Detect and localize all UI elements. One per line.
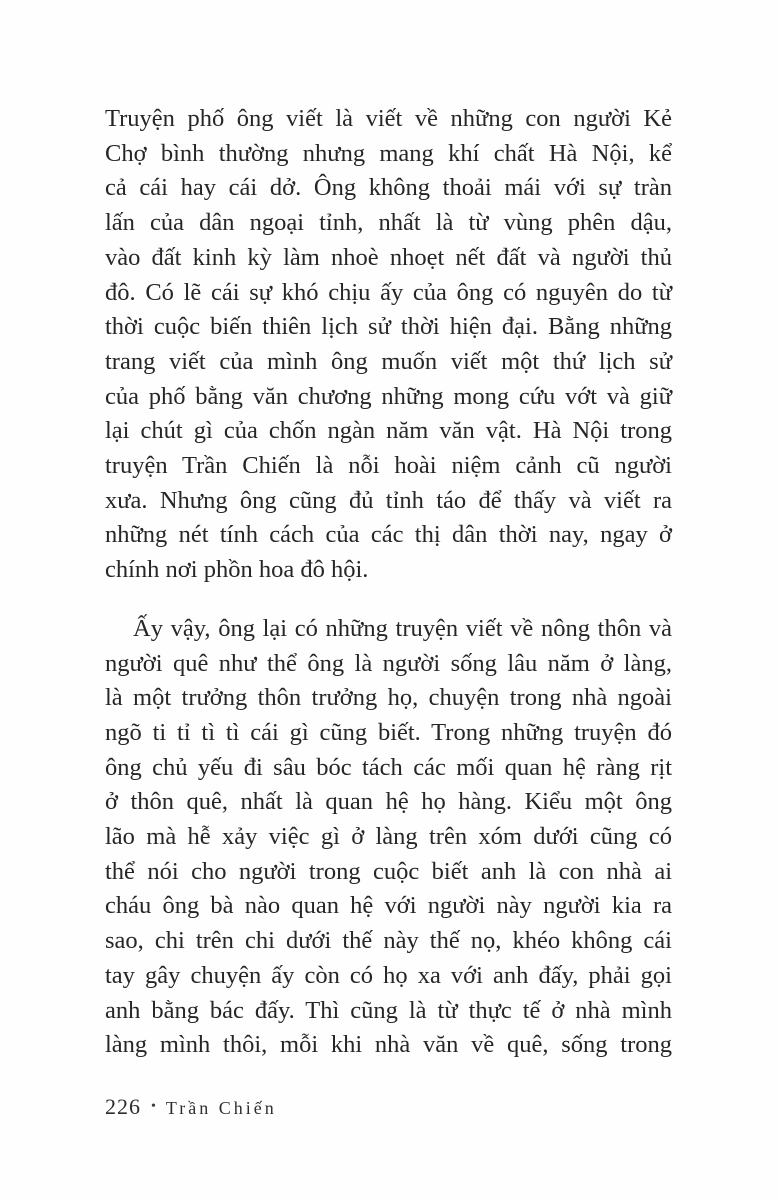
text-line: tay gây chuyện ấy còn có họ xa với anh đấy, phải gọi [105, 961, 672, 989]
text-line: ông chủ yếu đi sâu bóc tách các mối quan hệ ràng rịt [105, 753, 672, 781]
text-line: những nét tính cách của các thị dân thời nay, ngay ở [105, 521, 672, 549]
text-line: ở thôn quê, nhất là quan hệ họ hàng. Kiểu một ông [105, 788, 672, 816]
text-line: thể nói cho người trong cuộc biết anh là con nhà ai [105, 857, 672, 885]
text-line: cháu ông bà nào quan hệ với người này người kia ra [105, 892, 672, 920]
text-line: sao, chi trên chi dưới thế này thế nọ, khéo không cái [105, 927, 672, 955]
text-line: vào đất kinh kỳ làm nhoè nhoẹt nết đất và người thủ [105, 243, 672, 271]
page-number: 226 [105, 1094, 141, 1119]
running-footer-author: Trần Chiến [165, 1098, 277, 1118]
text-line: Ấy vậy, ông lại có những truyện viết về nông thôn và [133, 614, 672, 642]
text-line: lại chút gì của chốn ngàn năm văn vật. Hà Nội trong [105, 417, 672, 445]
text-line: thời cuộc biến thiên lịch sử thời hiện đại. Bằng những [105, 313, 672, 341]
text-line: cả cái hay cái dở. Ông không thoải mái với sự tràn [105, 174, 672, 202]
running-footer [105, 1094, 277, 1120]
text-line: anh bằng bác đấy. Thì cũng là từ thực tế ở nhà mình [105, 996, 672, 1024]
text-line: làng mình thôi, mỗi khi nhà văn về quê, sống trong [105, 1031, 672, 1059]
text-line: Truyện phố ông viết là viết về những con người Kẻ [105, 105, 672, 132]
text-line: người quê như thể ông là người sống lâu năm ở làng, [105, 649, 672, 677]
text-line: đô. Có lẽ cái sự khó chịu ấy của ông có nguyên do từ [105, 278, 672, 306]
text-line: lão mà hễ xảy việc gì ở làng trên xóm dưới cũng có [105, 823, 672, 851]
paragraph-2 [105, 612, 672, 1063]
text-line: truyện Trần Chiến là nỗi hoài niệm cảnh cũ người [105, 452, 672, 480]
footer-separator-dot: • [151, 1099, 156, 1114]
text-line: chính nơi phồn hoa đô hội. [105, 556, 369, 584]
text-line: ngõ ti tỉ tì tì cái gì cũng biết. Trong những truyện đó [105, 718, 672, 746]
text-line: lấn của dân ngoại tỉnh, nhất là từ vùng phên dậu, [105, 209, 672, 237]
text-line: xưa. Nhưng ông cũng đủ tỉnh táo để thấy và viết ra [105, 486, 672, 514]
text-line: của phố bằng văn chương những mong cứu vớt và giữ [105, 382, 672, 410]
text-line: trang viết của mình ông muốn viết một thứ lịch sử [105, 347, 672, 375]
text-line: Chợ bình thường nhưng mang khí chất Hà Nội, kể [105, 139, 672, 167]
page-body-text [105, 102, 672, 1063]
paragraph-1 [105, 102, 672, 588]
text-line: là một trưởng thôn trưởng họ, chuyện trong nhà ngoài [105, 684, 672, 712]
